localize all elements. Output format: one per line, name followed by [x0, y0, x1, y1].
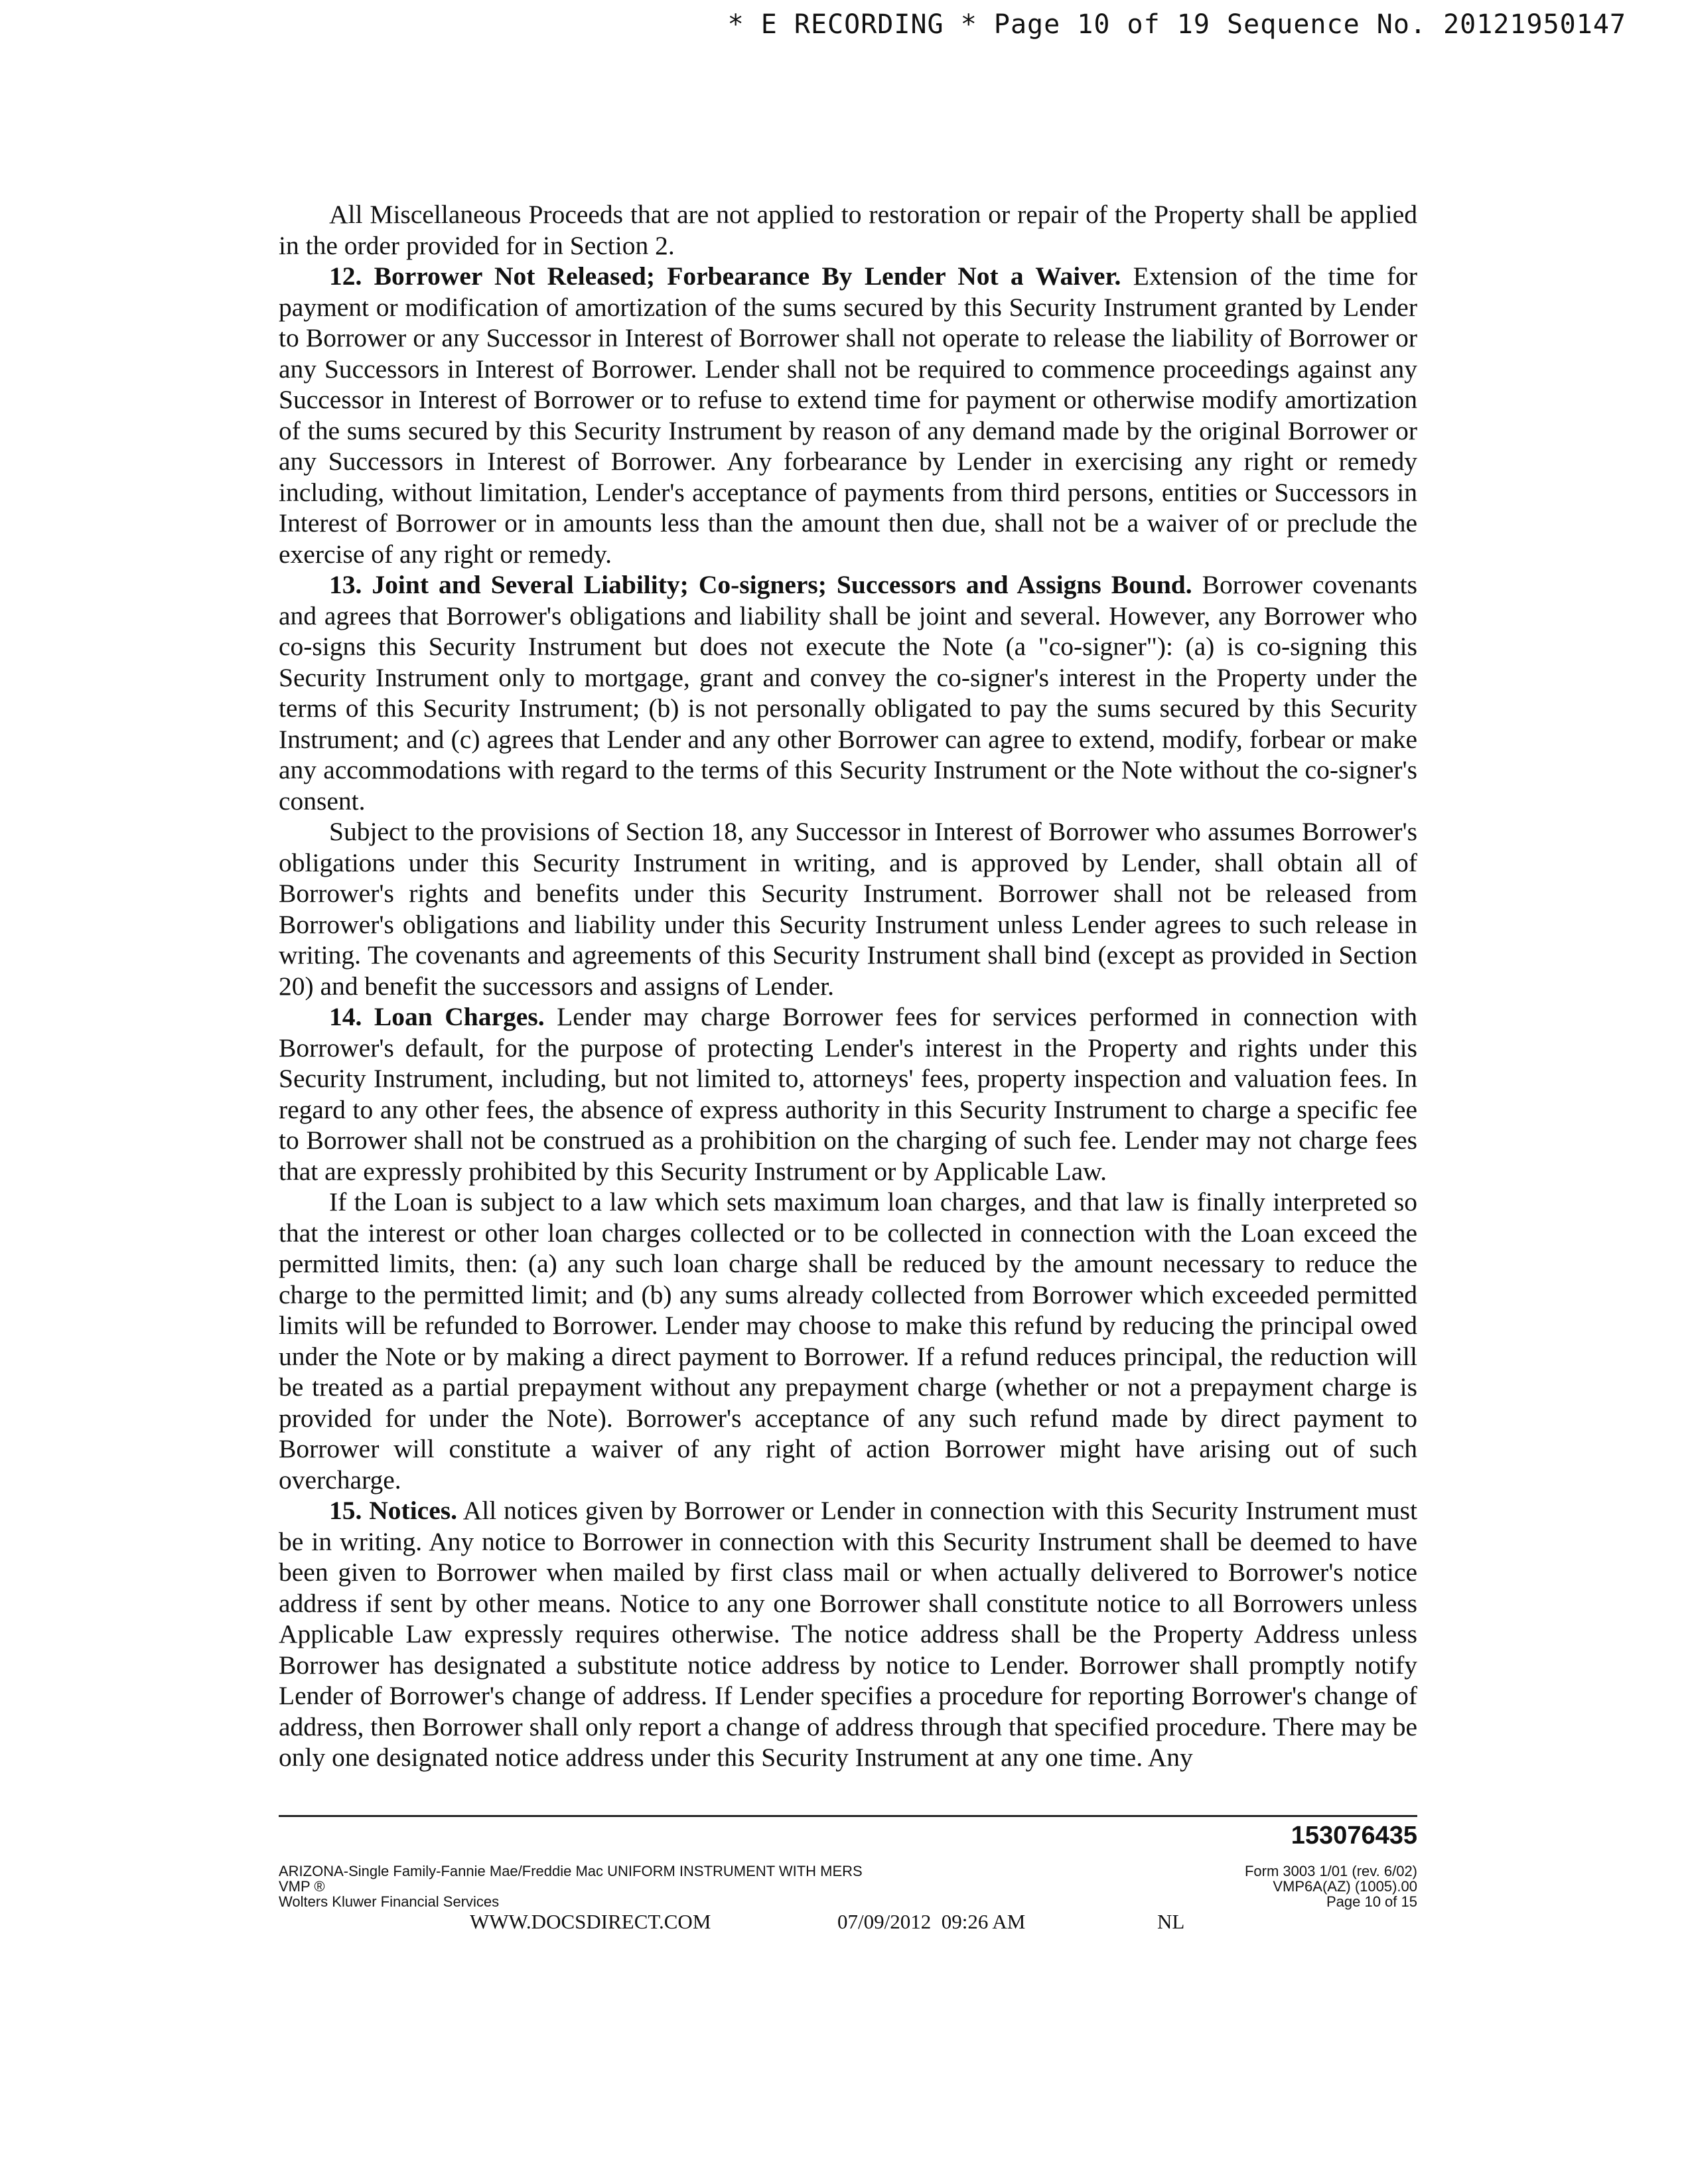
paragraph-text: If the Loan is subject to a law which sets maximum loan charges, and that law is finally interpreted so that the interest or other loan charges collected or to be collected in connection with the Loan exceed the permitted limits, then: (a) any such loan charge shall be reduced by the amount necessary to reduce the charge to the permitted limit; and (b) any sums already collected from Borrower which exceeded permitted limits will be refunded to Borrower. Lender may choose to make this refund by reducing the principal owed under the Note or by making a direct payment to Borrower. If a refund reduces principal, the reduction will be treated as a partial prepayment without any prepayment charge (whether or not a prepayment charge is provided for under the Note). Borrower's acceptance of any such refund made by direct payment to Borrower will constitute a waiver of any right of action Borrower might have arising out of such overcharge. — [279, 1187, 1417, 1494]
paragraph-text: Borrower covenants and agrees that Borrower's obligations and liability shall be joint and several. However, any Borrower who co-signs this Security Instrument but does not execute the Note (a "co-signer"): (a) is co-signing this Security Instrument only to mortgage, grant and convey the co-signer's interest in the Property under the terms of this Security Instrument; (b) is not personally obligated to pay the sums secured by this Security Instrument; and (c) agrees that Lender and any other Borrower can agree to extend, modify, forbear or make any accommodations with regard to the terms of this Security Instrument or the Note without the co-signer's consent. — [279, 570, 1417, 816]
paragraph-section-13 — [279, 569, 1417, 816]
instrument-title: ARIZONA-Single Family-Fannie Mae/Freddie Mac UNIFORM INSTRUMENT WITH MERS — [279, 1863, 863, 1879]
timestamp-text: 07/09/2012 09:26 AM — [837, 1910, 1026, 1933]
paragraph-text: Subject to the provisions of Section 18, any Successor in Interest of Borrower who assumes Borrower's obligations under this Security Instrument in writing, and is approved by Lender, shall obtain all of Borrower's rights and benefits under this Security Instrument. Borrower shall not be released from Borrower's obligations and liability under this Security Instrument unless Lender agrees to such release in writing. The covenants and agreements of this Security Instrument shall bind (except as provided in Section 20) and benefit the successors and assigns of Lender. — [279, 817, 1417, 1001]
paragraph-section-14-continued — [279, 1187, 1417, 1495]
footer-right-block — [1245, 1863, 1417, 1909]
paragraph-section-13-continued — [279, 816, 1417, 1001]
page-info: Page 10 of 15 — [1326, 1893, 1417, 1910]
paragraph-text: All notices given by Borrower or Lender in connection with this Security Instrument must be in writing. Any notice to Borrower in connection with this Security Instrument shall be deemed to have been given to Borrower when mailed by first class mail or when actually delivered to Borrower's notice address if sent by other means. Notice to any one Borrower shall constitute notice to all Borrowers unless Applicable Law expressly requires otherwise. The notice address shall be the Property Address unless Borrower has designated a substitute notice address by notice to Lender. Borrower shall promptly notify Lender of Borrower's change of address. If Lender specifies a procedure for reporting Borrower's change of address, then Borrower shall only report a change of address through that specified procedure. There may be only one designated notice address under this Security Instrument at any one time. Any — [279, 1496, 1417, 1772]
footer-divider — [279, 1815, 1417, 1817]
form-code: VMP6A(AZ) (1005).00 — [1273, 1878, 1417, 1895]
initials-text: NL — [1157, 1910, 1185, 1933]
paragraph-section-15 — [279, 1495, 1417, 1773]
document-body — [279, 199, 1417, 1773]
paragraph-text: Lender may charge Borrower fees for services performed in connection with Borrower's default, for the purpose of protecting Lender's interest in the Property and rights under this Security Instrument, including, but not limited to, attorneys' fees, property inspection and valuation fees. In regard to any other fees, the absence of express authority in this Security Instrument to charge a specific fee to Borrower shall not be construed as a prohibition on the charging of such fee. Lender may not charge fees that are expressly prohibited by this Security Instrument or by Applicable Law. — [279, 1002, 1417, 1186]
recording-header: * E RECORDING * Page 10 of 19 Sequence No. 20121950147 — [727, 9, 1626, 40]
vmp-mark: VMP ® — [279, 1878, 325, 1895]
paragraph-section-14 — [279, 1001, 1417, 1187]
paragraph-text: Extension of the time for payment or modification of amortization of the sums secured by this Security Instrument granted by Lender to Borrower or any Successor in Interest of Borrower shall not operate to release the liability of Borrower or any Successors in Interest of Borrower. Lender shall not be required to commence proceedings against any Successor in Interest of Borrower or to refuse to extend time for payment or otherwise modify amortization of the sums secured by this Security Instrument by reason of any demand made by the original Borrower or any Successors in Interest of Borrower. Any forbearance by Lender in exercising any right or remedy including, without limitation, Lender's acceptance of payments from third persons, entities or Successors in Interest of Borrower or in amounts less than the amount then due, shall not be a waiver of or preclude the exercise of any right or remedy. — [279, 261, 1418, 569]
section-12-heading: 12. Borrower Not Released; Forbearance By Lender Not a Waiver. — [329, 261, 1121, 291]
loan-number: 153076435 — [1291, 1822, 1417, 1850]
section-14-heading: 14. Loan Charges. — [329, 1002, 545, 1031]
paragraph-text: All Miscellaneous Proceeds that are not applied to restoration or repair of the Property shall be applied in the order provided for in Section 2. — [279, 200, 1417, 260]
publisher-name: Wolters Kluwer Financial Services — [279, 1893, 500, 1910]
section-15-heading: 15. Notices. — [329, 1496, 457, 1525]
website-text: WWW.DOCSDIRECT.COM — [470, 1910, 711, 1933]
paragraph-misc-proceeds — [279, 199, 1417, 261]
paragraph-section-12 — [279, 261, 1417, 569]
form-number: Form 3003 1/01 (rev. 6/02) — [1244, 1863, 1417, 1879]
footer-left-block — [279, 1863, 863, 1909]
section-13-heading: 13. Joint and Several Liability; Co-signers; Successors and Assigns Bound. — [329, 570, 1192, 599]
